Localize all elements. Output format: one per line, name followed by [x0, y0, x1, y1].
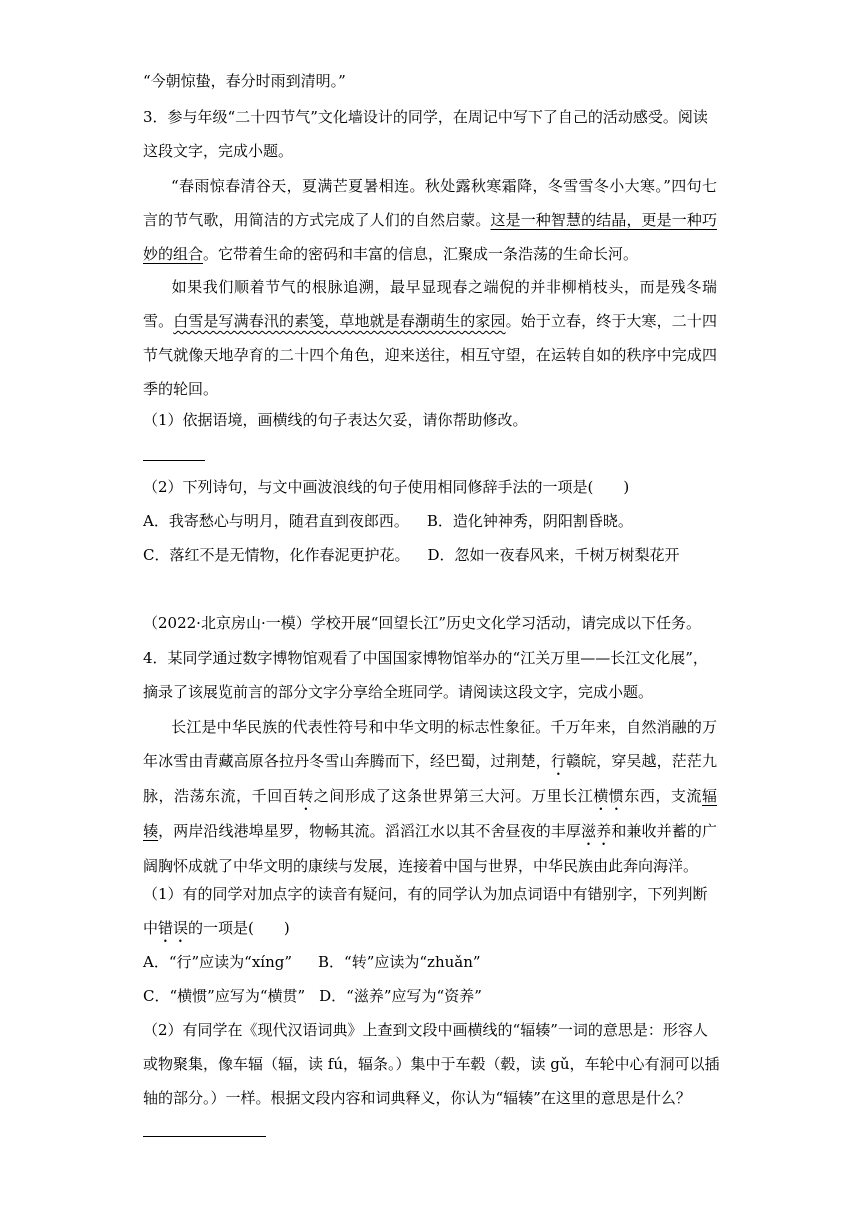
q4-p-text-2: 赣皖，穿吴越，茫茫九脉，浩荡东流，千回百 — [143, 752, 717, 805]
q3-stem-line2: 这段文字，完成小题。 — [143, 142, 294, 160]
q4-p-text-1: 长江是中华民族的代表性符号和中华文明的标志性象征。千万年来，自然消融的万年冰雪由青藏高原各拉丹冬雪山奔腾而下，经巴蜀，过荆楚， — [143, 718, 717, 770]
q3-option-c[interactable]: C．落红不是无情物，化作春泥更护花。 — [143, 546, 410, 564]
q4-sub2-line1: （2）有同学在《现代汉语词典》上查到文段中画横线的“辐辏”一词的意思是：形容人 — [143, 1021, 708, 1039]
q4-p-text-4: 东西，支流 — [624, 787, 702, 805]
q4-sub1-text-end: 的一项是( ) — [188, 919, 290, 937]
q4-sub1-text: 中 — [143, 919, 159, 937]
q3-p2-text-end: 。始于立春，终于大寒，二十四节气就像天地孕育的二十四个角色，迎来送往，相互守望，在运转自如的秩序中完成四季的轮回。 — [143, 312, 717, 398]
q3-underlined-sentence: 这是一种智慧的结晶，更是一种巧妙的组合 — [143, 211, 717, 263]
q4-options-cd — [143, 986, 482, 1006]
q3-passage-paragraph-1 — [143, 169, 717, 271]
q3-option-a[interactable]: A．我寄愁心与明月，随君直到夜郎西。 — [143, 512, 409, 530]
q3-option-b[interactable]: B．造化钟神秀，阴阳割昏晓。 — [426, 512, 633, 530]
q3-answer-blank-1[interactable] — [143, 460, 205, 461]
q4-sub1-dotted-error: 错误 — [158, 919, 189, 937]
q4-dotted-xing: 行 — [550, 752, 566, 770]
q3-options-ab — [143, 511, 633, 531]
q3-p1-text: “春雨惊春清谷天，夏满芒夏暑相连。秋处露秋寒霜降，冬雪雪冬小大寒。”四句七言的节气歌，用简洁的方式完成了人们的自然启蒙。 — [143, 177, 717, 229]
q3-p2-text: 如果我们顺着节气的根脉追溯，最早显现春之端倪的并非柳梢枝头，而是残冬瑞雪。 — [143, 278, 717, 330]
q4-stem-line1: 4．某同学通过数字博物馆观看了中国国家博物馆举办的“江关万里——长江文化展”， — [143, 649, 708, 667]
q3-passage-paragraph-2 — [143, 270, 717, 406]
q4-p-text-3: 之间形成了这条世界第三大河。万里长江 — [313, 787, 594, 805]
q4-p-text-5: ，两岸沿线港埠星罗，物畅其流。滔滔江水以其不舍昼夜的丰厚 — [158, 822, 582, 840]
q3-sub2: （2）下列诗句，与文中画波浪线的句子使用相同修辞手法的一项是( ) — [143, 478, 630, 496]
q3-wavy-sentence: 白雪是写满春汛的素笺，草地就是春潮萌生的家园 — [173, 312, 506, 330]
q3-stem-line1: 3．参与年级“二十四节气”文化墙设计的同学，在周记中写下了自己的活动感受。阅读 — [143, 108, 708, 126]
q3-options-cd — [143, 545, 680, 565]
q3-option-d[interactable]: D．忽如一夜春风来，千树万树梨花开 — [427, 546, 680, 564]
q4-dotted-ziyang: 滋养 — [581, 822, 612, 840]
q4-dotted-zhuan: 转 — [298, 787, 314, 805]
q4-option-b[interactable]: B．“转”应读为“zhuǎn” — [318, 953, 481, 971]
q4-dotted-hengguan: 横惯 — [593, 787, 625, 805]
q4-option-a[interactable]: A．“行”应读为“xíng” — [143, 953, 293, 971]
q3-sub1: （1）依据语境，画横线的句子表达欠妥，请你帮助修改。 — [143, 411, 528, 429]
q3-p1-text-end: 。它带着生命的密码和丰富的信息，汇聚成一条浩荡的生命长河。 — [203, 245, 639, 263]
q4-sub2-line3: 轴的部分。）一样。根据文段内容和词典释义，你认为“辐辏”在这里的意思是什么？ — [143, 1089, 691, 1107]
q4-underlined-fucou: 辐辏 — [143, 787, 717, 840]
q4-option-c[interactable]: C．“横惯”应写为“横贯” — [143, 987, 306, 1005]
q4-passage — [143, 710, 717, 883]
q4-option-d[interactable]: D．“滋养”应写为“资养” — [319, 987, 482, 1005]
q4-answer-blank[interactable] — [143, 1136, 266, 1137]
q4-p-text-6: 和兼收并蓄的广阔胸怀成就了中华文明的康续与发展，连接着中国与世界，中华民族由此奔向海洋。 — [143, 822, 717, 875]
q4-options-ab — [143, 952, 481, 972]
top-quote: “今朝惊蛰，春分时雨到清明。” — [143, 72, 346, 90]
q4-sub1-line1: （1）有的同学对加点字的读音有疑问，有的同学认为加点词语中有错别字，下列判断 — [143, 885, 708, 903]
q4-sub2-line2: 或物聚集，像车辐（辐，读 fú，辐条。）集中于车毂（毂，读 gǔ，车轮中心有洞可以插 — [143, 1055, 720, 1073]
q4-sub1-line2 — [143, 918, 290, 946]
q4-stem-line2: 摘录了该展览前言的部分文字分享给全班同学。请阅读这段文字，完成小题。 — [143, 683, 654, 701]
section-intro: （2022·北京房山·一模）学校开展“回望长江”历史文化学习活动，请完成以下任务。 — [143, 614, 702, 632]
